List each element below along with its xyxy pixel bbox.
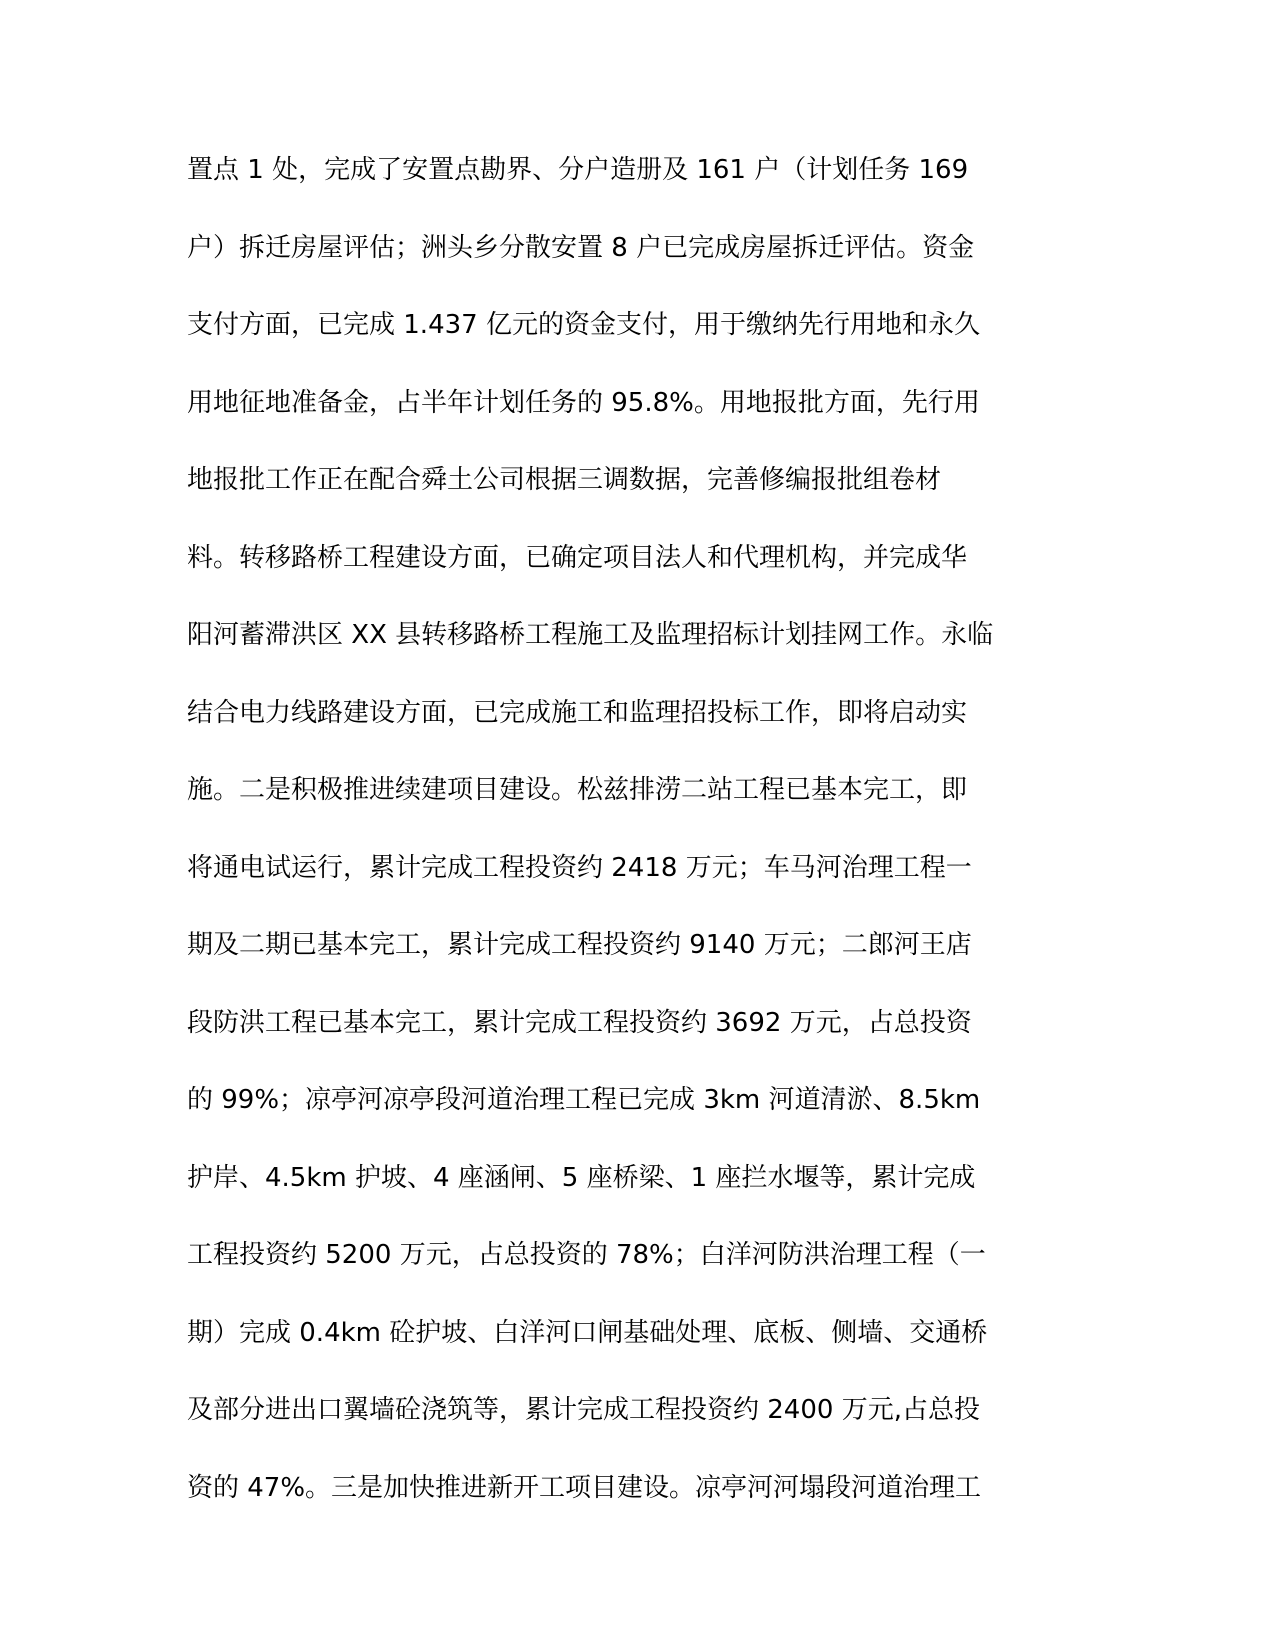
text-line: 期及二期已基本完工，累计完成工程投资约 9140 万元；二郎河王店 <box>187 930 972 960</box>
text-line: 护岸、4.5km 护坡、4 座涵闸、5 座桥梁、1 座拦水堰等，累计完成 <box>187 1162 976 1193</box>
text-line: 置点 1 处，完成了安置点勘界、分户造册及 161 户（计划任务 169 <box>187 155 969 185</box>
body-text <box>187 150 1087 1545</box>
text-line: 的 99%；凉亭河凉亭段河道治理工程已完成 3km 河道清淤、8.5km <box>187 1085 981 1115</box>
text-line: 支付方面，已完成 1.437 亿元的资金支付，用于缴纳先行用地和永久 <box>187 310 980 340</box>
text-line: 期）完成 0.4km 砼护坡、白洋河口闸基础处理、底板、侧墙、交通桥 <box>187 1317 988 1348</box>
text-line: 阳河蓄滞洪区 XX 县转移路桥工程施工及监理招标计划挂网工作。永临 <box>187 620 994 650</box>
text-line: 将通电试运行，累计完成工程投资约 2418 万元；车马河治理工程一 <box>187 852 972 883</box>
text-line: 资的 47%。三是加快推进新开工项目建设。凉亭河河塌段河道治理工 <box>187 1472 982 1503</box>
text-line: 用地征地准备金，占半年计划任务的 95.8%。用地报批方面，先行用 <box>187 387 980 418</box>
text-line: 段防洪工程已基本完工，累计完成工程投资约 3692 万元，占总投资 <box>187 1007 972 1038</box>
text-line: 施。二是积极推进续建项目建设。松兹排涝二站工程已基本完工，即 <box>187 775 968 805</box>
text-line: 及部分进出口翼墙砼浇筑等，累计完成工程投资约 2400 万元,占总投 <box>187 1395 980 1425</box>
text-line: 地报批工作正在配合舜土公司根据三调数据，完善修编报批组卷材 <box>187 465 942 495</box>
text-line: 户）拆迁房屋评估；洲头乡分散安置 8 户已完成房屋拆迁评估。资金 <box>187 232 975 263</box>
text-line: 工程投资约 5200 万元，占总投资的 78%；白洋河防洪治理工程（一 <box>187 1240 986 1270</box>
text-line: 结合电力线路建设方面，已完成施工和监理招投标工作，即将启动实 <box>187 697 968 728</box>
text-line: 料。转移路桥工程建设方面，已确定项目法人和代理机构，并完成华 <box>187 542 968 573</box>
